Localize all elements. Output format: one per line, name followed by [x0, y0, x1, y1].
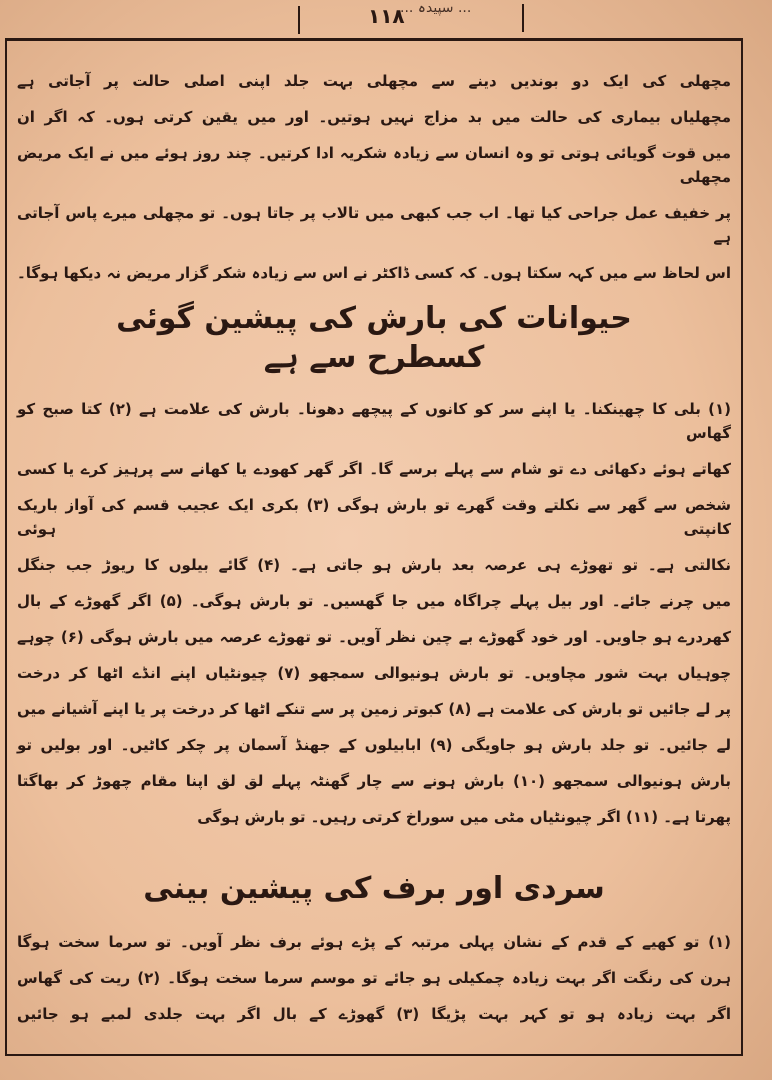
text-line: ہرن کی رنگت اگر بہت زیادہ چمکیلی ہو جائے تو موسم سرما سخت ہوگا۔ (۲) ریت کی گھاس [17, 969, 731, 987]
page-border [5, 38, 743, 1056]
text-line: نکالتی ہے۔ تو تھوڑے ہی عرصہ بعد بارش ہو جاتی ہے۔ (۴) گائے بیلوں کا ریوڑ جب جنگل [17, 556, 731, 574]
header-rule [522, 4, 524, 32]
text-line: اگر بہت زیادہ ہو تو کہر بہت پڑیگا (۳) گھوڑے کے بال اگر بہت جلدی لمبے ہو جائیں [17, 1005, 732, 1023]
text-line: شخص سے گھر سے نکلتے وقت گھرے تو بارش ہوگی (۳) بکری ایک عجیب قسم کی آواز باریک کانپتی ہوئی [17, 496, 731, 538]
text-line: کھردرے ہو جاویں۔ اور خود گھوڑے بے چین نظر آویں۔ تو تھوڑے عرصہ میں بارش ہوگی (۶) چوہے [17, 628, 732, 646]
text-line: چوہیاں بہت شور مچاویں۔ تو بارش ہونیوالی سمجھو (۷) چیونٹیاں اپنے انڈے اٹھا کر درخت [17, 664, 732, 682]
text-line: (۱) تو کھیے کے قدم کے نشان پہلی مرتبہ کے پڑے ہوئے برف نظر آویں۔ تو سرما سخت ہوگا [17, 933, 731, 951]
text-line: (۱) بلی کا چھینکنا۔ یا اپنے سر کو کانوں کے پیچھے دھونا۔ بارش کی علامت ہے (۲) کتا صبح کو گھاس [17, 400, 731, 442]
text-line: پھرتا ہے۔ (۱۱) اگر چیونٹیاں مٹی میں سوراخ کرتی رہیں۔ تو بارش ہوگی [197, 808, 731, 826]
text-line: میں چرنے جائے۔ اور بیل پہلے چراگاہ میں جا گھسیں۔ تو بارش ہوگی۔ (۵) اگر گھوڑے کے بال [17, 592, 731, 610]
text-line: بارش ہونیوالی سمجھو (۱۰) بارش ہونے سے چار گھنٹہ پہلے لق لق اپنا مقام چھوڑ کر بھاگتا [17, 772, 731, 790]
text-line: کھاتے ہوئے دکھائی دے تو شام سے پہلے برسے گا۔ اگر گھر کھودے یا کھانے سے پرہیز کرے یا کسی [17, 460, 731, 478]
header-rule [298, 6, 300, 34]
text-line: میں قوت گویائی ہوتی تو وہ انسان سے زیادہ شکریہ ادا کرتیں۔ چند روز ہوئے میں نے ایک مریض مچھلی [17, 144, 731, 186]
text-line: مچھلیاں بیماری کی حالت میں بد مزاج نہیں ہوتیں۔ اور میں یقین کرتی ہوں۔ کہ اگر ان [17, 108, 731, 126]
page-header [0, 0, 772, 38]
text-line: اس لحاظ سے میں کہہ سکتا ہوں۔ کہ کسی ڈاکٹر نے اس سے زیادہ شکر گزار مریض نہ دیکھا ہوگا۔ [17, 264, 731, 282]
paragraph-cold-signs [17, 930, 731, 1026]
text-line: مچھلی کی ایک دو بوندیں دینے سے مچھلی بہت جلد اپنی اصلی حالت پر آجاتی ہے [17, 72, 731, 90]
section-heading-cold-snow: سردی اور برف کی پیشین بینی [143, 871, 605, 906]
text-line: پر لے جائیں تو بارش کی علامت ہے (۸) کبوتر زمین پر سے تنکے اٹھا کر درخت پر یا اپنے آشیانے میں [17, 700, 731, 718]
running-head: ... سپیدہ ... [400, 0, 472, 16]
paragraph-rain-signs [17, 397, 731, 829]
text-line: پر خفیف عمل جراحی کیا تھا۔ اب جب کبھی میں تالاب پر جاتا ہوں۔ تو مچھلی میرے پاس آجاتی ہے [17, 204, 731, 246]
paragraph-fish [17, 69, 731, 285]
section-heading-animals-rain: حیوانات کی بارش کی پیشین گوئی کسطرح سے ہے [116, 301, 632, 375]
page-number: ۱۱۸ [368, 4, 405, 28]
text-line: لے جائیں۔ تو جلد بارش ہو جاویگی (۹) ابابیلوں کے جھنڈ آسمان پر چکر کاٹیں۔ اور بولیں تو [17, 736, 732, 754]
